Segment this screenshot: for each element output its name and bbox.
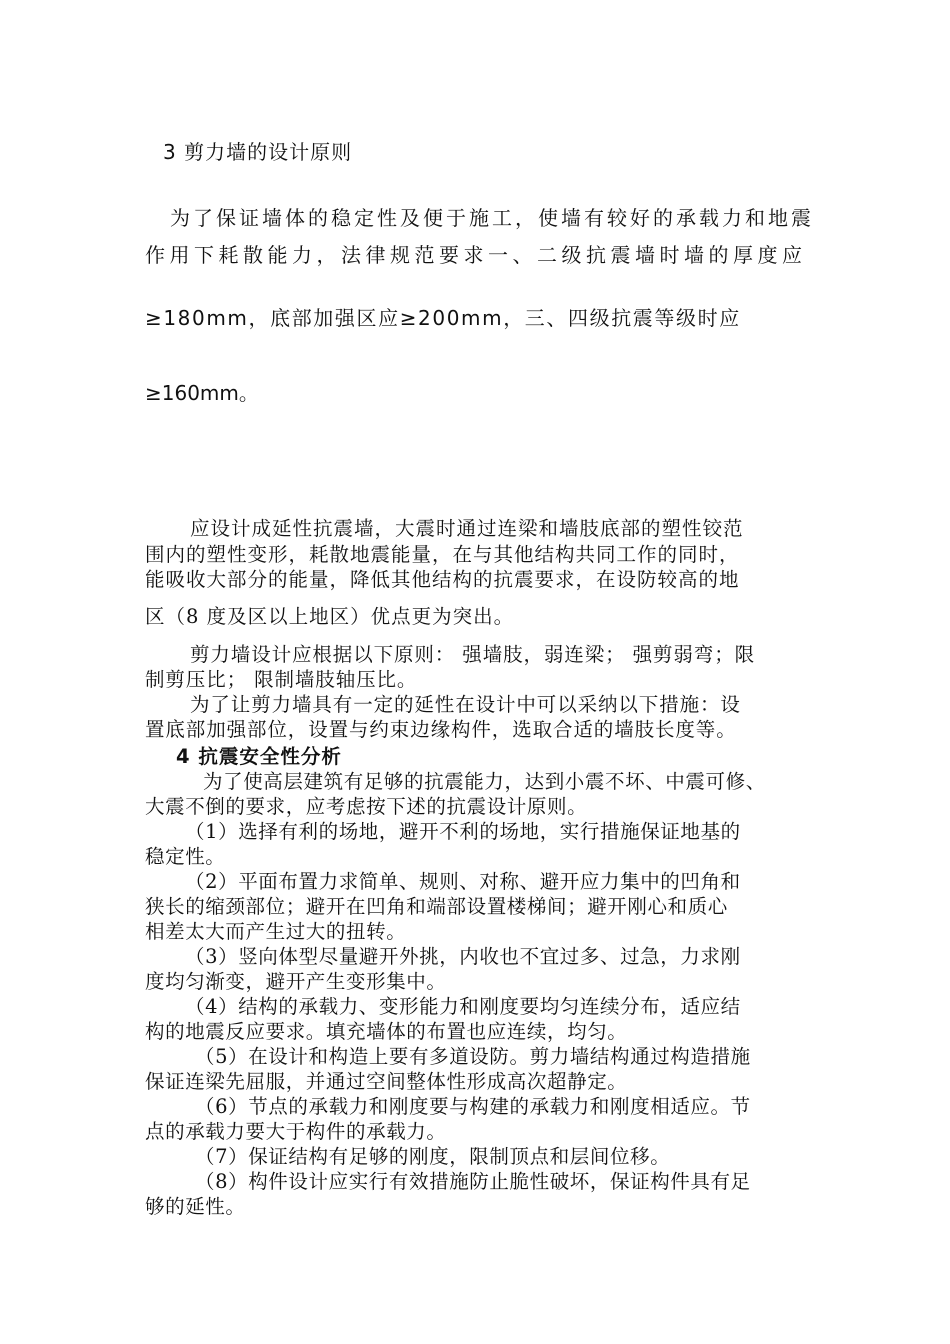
paragraph-line: 围内的塑性变形，耗散地震能量，在与其他结构共同工作的同时， bbox=[145, 543, 740, 566]
list-item-2: （2）平面布置力求简单、规则、对称、避开应力集中的凹角和 bbox=[185, 870, 741, 893]
paragraph-line: 剪力墙设计应根据以下原则： 强墙肢，弱连梁； 强剪弱弯；限 bbox=[190, 643, 755, 666]
section-3-line: 作用下耗散能力，法律规范要求一、二级抗震墙时墙的厚度应 bbox=[145, 243, 807, 267]
list-item-3-cont: 度均匀渐变，避开产生变形集中。 bbox=[145, 970, 447, 993]
list-item-2-cont: 狭长的缩颈部位；避开在凹角和端部设置楼梯间；避开刚心和质心 bbox=[145, 895, 728, 918]
paragraph-line: 能吸收大部分的能量，降低其他结构的抗震要求，在设防较高的地 bbox=[145, 568, 740, 591]
paragraph-line: 为了让剪力墙具有一定的延性在设计中可以采纳以下措施：设 bbox=[190, 693, 741, 716]
list-item-4-cont: 构的地震反应要求。填充墙体的布置也应连续，均匀。 bbox=[145, 1020, 628, 1043]
section-3-line: ≥160mm。 bbox=[145, 381, 259, 405]
paragraph-line: 置底部加强部位，设置与约束边缘构件，选取合适的墙肢长度等。 bbox=[145, 718, 737, 741]
list-item-3: （3）竖向体型尽量避开外挑，内收也不宜过多、过急，力求刚 bbox=[185, 945, 741, 968]
paragraph-line: 应设计成延性抗震墙，大震时通过连梁和墙肢底部的塑性铰范 bbox=[190, 517, 744, 540]
section-3-line: 为了保证墙体的稳定性及便于施工，使墙有较好的承载力和地震 bbox=[170, 206, 814, 230]
paragraph-line: 大震不倒的要求，应考虑按下述的抗震设计原则。 bbox=[145, 795, 588, 818]
section-3-heading: 3 剪力墙的设计原则 bbox=[163, 140, 353, 164]
list-item-5-cont: 保证连梁先屈服，并通过空间整体性形成高次超静定。 bbox=[145, 1070, 628, 1093]
list-item-4: （4）结构的承载力、变形能力和刚度要均匀连续分布，适应结 bbox=[185, 995, 741, 1018]
paragraph-line: 为了使高层建筑有足够的抗震能力，达到小震不坏、中震可修、 bbox=[203, 770, 766, 793]
list-item-6-cont: 点的承载力要大于构件的承载力。 bbox=[145, 1120, 447, 1143]
section-3-line: ≥180mm，底部加强区应≥200mm，三、四级抗震等级时应 bbox=[145, 306, 741, 330]
list-item-5: （5）在设计和构造上要有多道设防。剪力墙结构通过构造措施 bbox=[195, 1045, 751, 1068]
paragraph-line: 区（8 度及区以上地区）优点更为突出。 bbox=[145, 605, 515, 628]
list-item-8-cont: 够的延性。 bbox=[145, 1195, 246, 1218]
section-4-heading: 4 抗震安全性分析 bbox=[176, 745, 342, 768]
list-item-8: （8）构件设计应实行有效措施防止脆性破坏，保证构件具有足 bbox=[195, 1170, 751, 1193]
list-item-1: （1）选择有利的场地，避开不利的场地，实行措施保证地基的 bbox=[185, 820, 741, 843]
paragraph-line: 制剪压比； 限制墙肢轴压比。 bbox=[145, 668, 418, 691]
list-item-7: （7）保证结构有足够的刚度，限制顶点和层间位移。 bbox=[195, 1145, 671, 1168]
list-item-1-cont: 稳定性。 bbox=[145, 845, 226, 868]
list-item-6: （6）节点的承载力和刚度要与构建的承载力和刚度相适应。节 bbox=[195, 1095, 751, 1118]
list-item-2-cont: 相差太大而产生过大的扭转。 bbox=[145, 920, 407, 943]
